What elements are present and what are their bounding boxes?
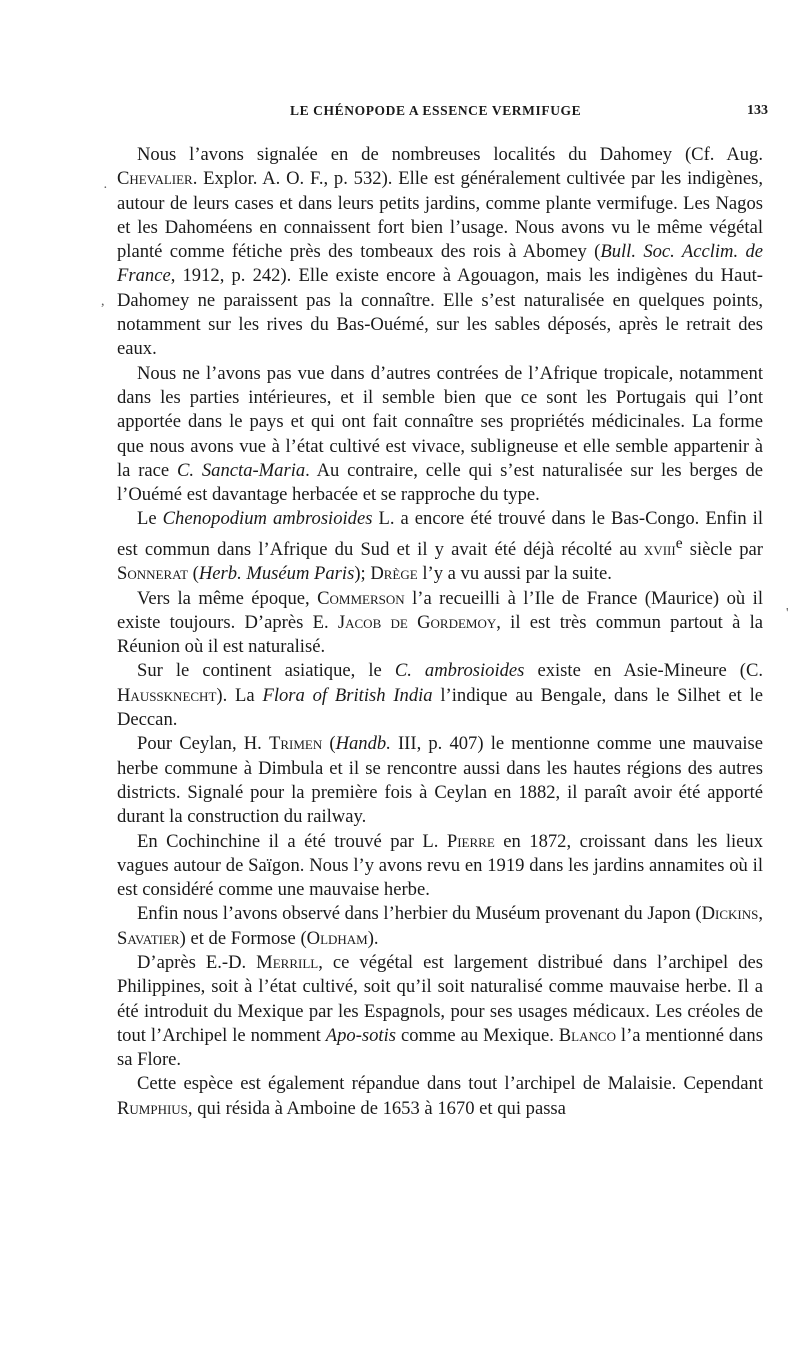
paragraph: [117, 830, 763, 903]
page-number: 133: [747, 103, 768, 118]
running-title: LE CHÉNOPODE A ESSENCE VERMIFUGE: [290, 103, 582, 118]
text-run: , 1912, p. 242). Elle existe encore à Agouagon, mais les indigènes du Haut-Dahomey ne paraissent pas la connaître. Elle s’est naturalisée en quelques points, notamment sur les rives du Bas-Ouémé, sur les sables déposés, après le retrait des eaux.: [117, 265, 763, 360]
author-name: Haussknecht: [117, 684, 217, 706]
italic-text: C. ambrosioides: [394, 660, 525, 682]
text-run: );: [354, 563, 371, 585]
paragraph: [117, 732, 763, 829]
text-run: l’a mentionné dans sa Flore.: [117, 1024, 763, 1071]
text-run: En Cochinchine il a été trouvé par L.: [137, 830, 447, 852]
author-name: Merrill: [256, 951, 319, 973]
text-run: ) et de Formose (: [179, 927, 307, 949]
text-run: existe en Asie-Mineure (C.: [524, 660, 763, 682]
author-name: Chevalier: [117, 168, 193, 190]
paragraph: [117, 951, 763, 1072]
text-run: Nous ne l’avons pas vue dans d’autres contrées de l’Afrique tropicale, notamment dans les parties intérieures, et il semble bien que ce sont les Portugais qui l’ont apportée dans le pays et qui ont fait connaître ses propriétés médicinales. La forme que nous avons vue à l’état cultivé est vivace, subligneuse et elle semble appartenir à la race: [117, 362, 763, 481]
italic-text: Apo-sotis: [325, 1024, 396, 1046]
author-name: Oldham: [306, 927, 368, 949]
text-run: Le: [137, 508, 163, 530]
text-run: Cette espèce est également répandue dans tout l’archipel de Malaisie. Cependant: [137, 1073, 763, 1095]
paragraph: [117, 587, 763, 660]
text-run: . Au contraire, celle qui s’est naturalisée sur les berges de l’Ouémé est davantage herbacée et se rapproche du type.: [117, 459, 763, 506]
text-run: ). La: [216, 684, 263, 706]
paragraph: [117, 507, 763, 586]
author-name: Commerson: [317, 587, 405, 609]
text-run: l’y a vu aussi par la suite.: [417, 563, 612, 585]
author-name: Blanco: [558, 1024, 616, 1046]
text-run: siècle par: [682, 538, 763, 560]
text-run: ).: [367, 927, 379, 949]
text-run: Vers la même époque,: [137, 587, 318, 609]
text-run: L. a encore été trouvé dans le Bas-Congo. Enfin il est commun dans l’Afrique du Sud et il y avait été déjà récolté au: [117, 508, 763, 560]
paragraph: [117, 659, 763, 732]
text-run: Nous l’avons signalée en de nombreuses localités du Dahomey (Cf. Aug.: [137, 144, 763, 165]
text-run: Pour Ceylan, H.: [137, 733, 269, 755]
margin-dot: ,: [101, 294, 105, 309]
text-run: comme au Mexique.: [396, 1024, 559, 1046]
text-run: l’indique au Bengale, dans le Silhet et le Deccan.: [117, 684, 764, 731]
author-name: Drège: [370, 563, 418, 585]
superscript: e: [675, 534, 683, 552]
author-name: Sonnerat: [117, 563, 189, 585]
margin-dot: ': [786, 606, 789, 621]
italic-text: Bull. Soc. Acclim. de France: [117, 241, 763, 287]
paragraph: [117, 362, 763, 508]
margin-dot: ·: [103, 181, 108, 196]
author-name: Pierre: [446, 830, 495, 852]
italic-text: Flora of British India: [262, 684, 433, 706]
italic-text: Handb.: [335, 733, 391, 755]
author-name: Rumphius: [117, 1097, 188, 1119]
paragraph: [117, 902, 763, 951]
text-run: III, p. 407) le mentionne comme une mauvaise herbe commune à Dimbula et il se rencontre aussi dans les hautes régions des autres districts. Signalé pour la première fois à Ceylan en 1882, il paraît avoir été apporté durant la construction du railway.: [117, 733, 764, 828]
page-header: [112, 103, 768, 125]
author-name: Savatier: [117, 927, 180, 949]
body-text: [117, 143, 763, 1121]
text-run: Enfin nous l’avons observé dans l’herbier du Muséum provenant du Japon (: [137, 903, 702, 925]
text-run: , ce végétal est largement distribué dans l’archipel des Philippines, soit à l’état cultivé, soit qu’il soit naturalisé comme mauvaise herbe. Il a été introduit du Mexique par les Espagnols, pour ses usages médicaux. Les créoles de tout l’Archipel le nomment: [117, 951, 764, 1046]
text-run: . Explor. A. O. F., p. 532). Elle est généralement cultivée par les indigènes, autour de leurs cases et dans leurs petits jardins, comme plante vermifuge. Les Nagos et les Dahoméens en connaissent fort bien l’usage. Nous avons vu le même végétal planté comme fétiche près des tombeaux des rois à Abomey (: [117, 168, 763, 263]
text-run: ,: [758, 903, 763, 925]
paragraph: [117, 1072, 763, 1121]
text-run: D’après E.-D.: [137, 951, 257, 973]
italic-text: Herb. Muséum Paris: [198, 563, 355, 585]
text-run: l’a recueilli à l’Ile de France (Maurice) où il existe toujours. D’après E.: [117, 587, 763, 633]
author-name: Trimen: [268, 733, 323, 755]
author-name: Jacob de Gordemoy: [337, 611, 497, 633]
author-name: xviii: [643, 538, 676, 560]
text-run: (: [322, 733, 336, 755]
text-run: Sur le continent asiatique, le: [137, 660, 395, 682]
text-run: (: [188, 563, 199, 585]
text-run: en 1872, croissant dans les lieux vagues autour de Saïgon. Nous l’y avons revu en 1919 dans les jardins annamites où il est considéré comme une mauvaise herbe.: [117, 830, 763, 901]
paragraph: [117, 143, 763, 362]
italic-text: Chenopodium ambrosioides: [162, 508, 373, 530]
text-run: , il est très commun partout à la Réunion où il est naturalisé.: [117, 611, 764, 658]
author-name: Dickins: [701, 903, 759, 925]
italic-text: C. Sancta-Maria: [177, 459, 306, 481]
text-run: , qui résida à Amboine de 1653 à 1670 et qui passa: [187, 1097, 566, 1119]
